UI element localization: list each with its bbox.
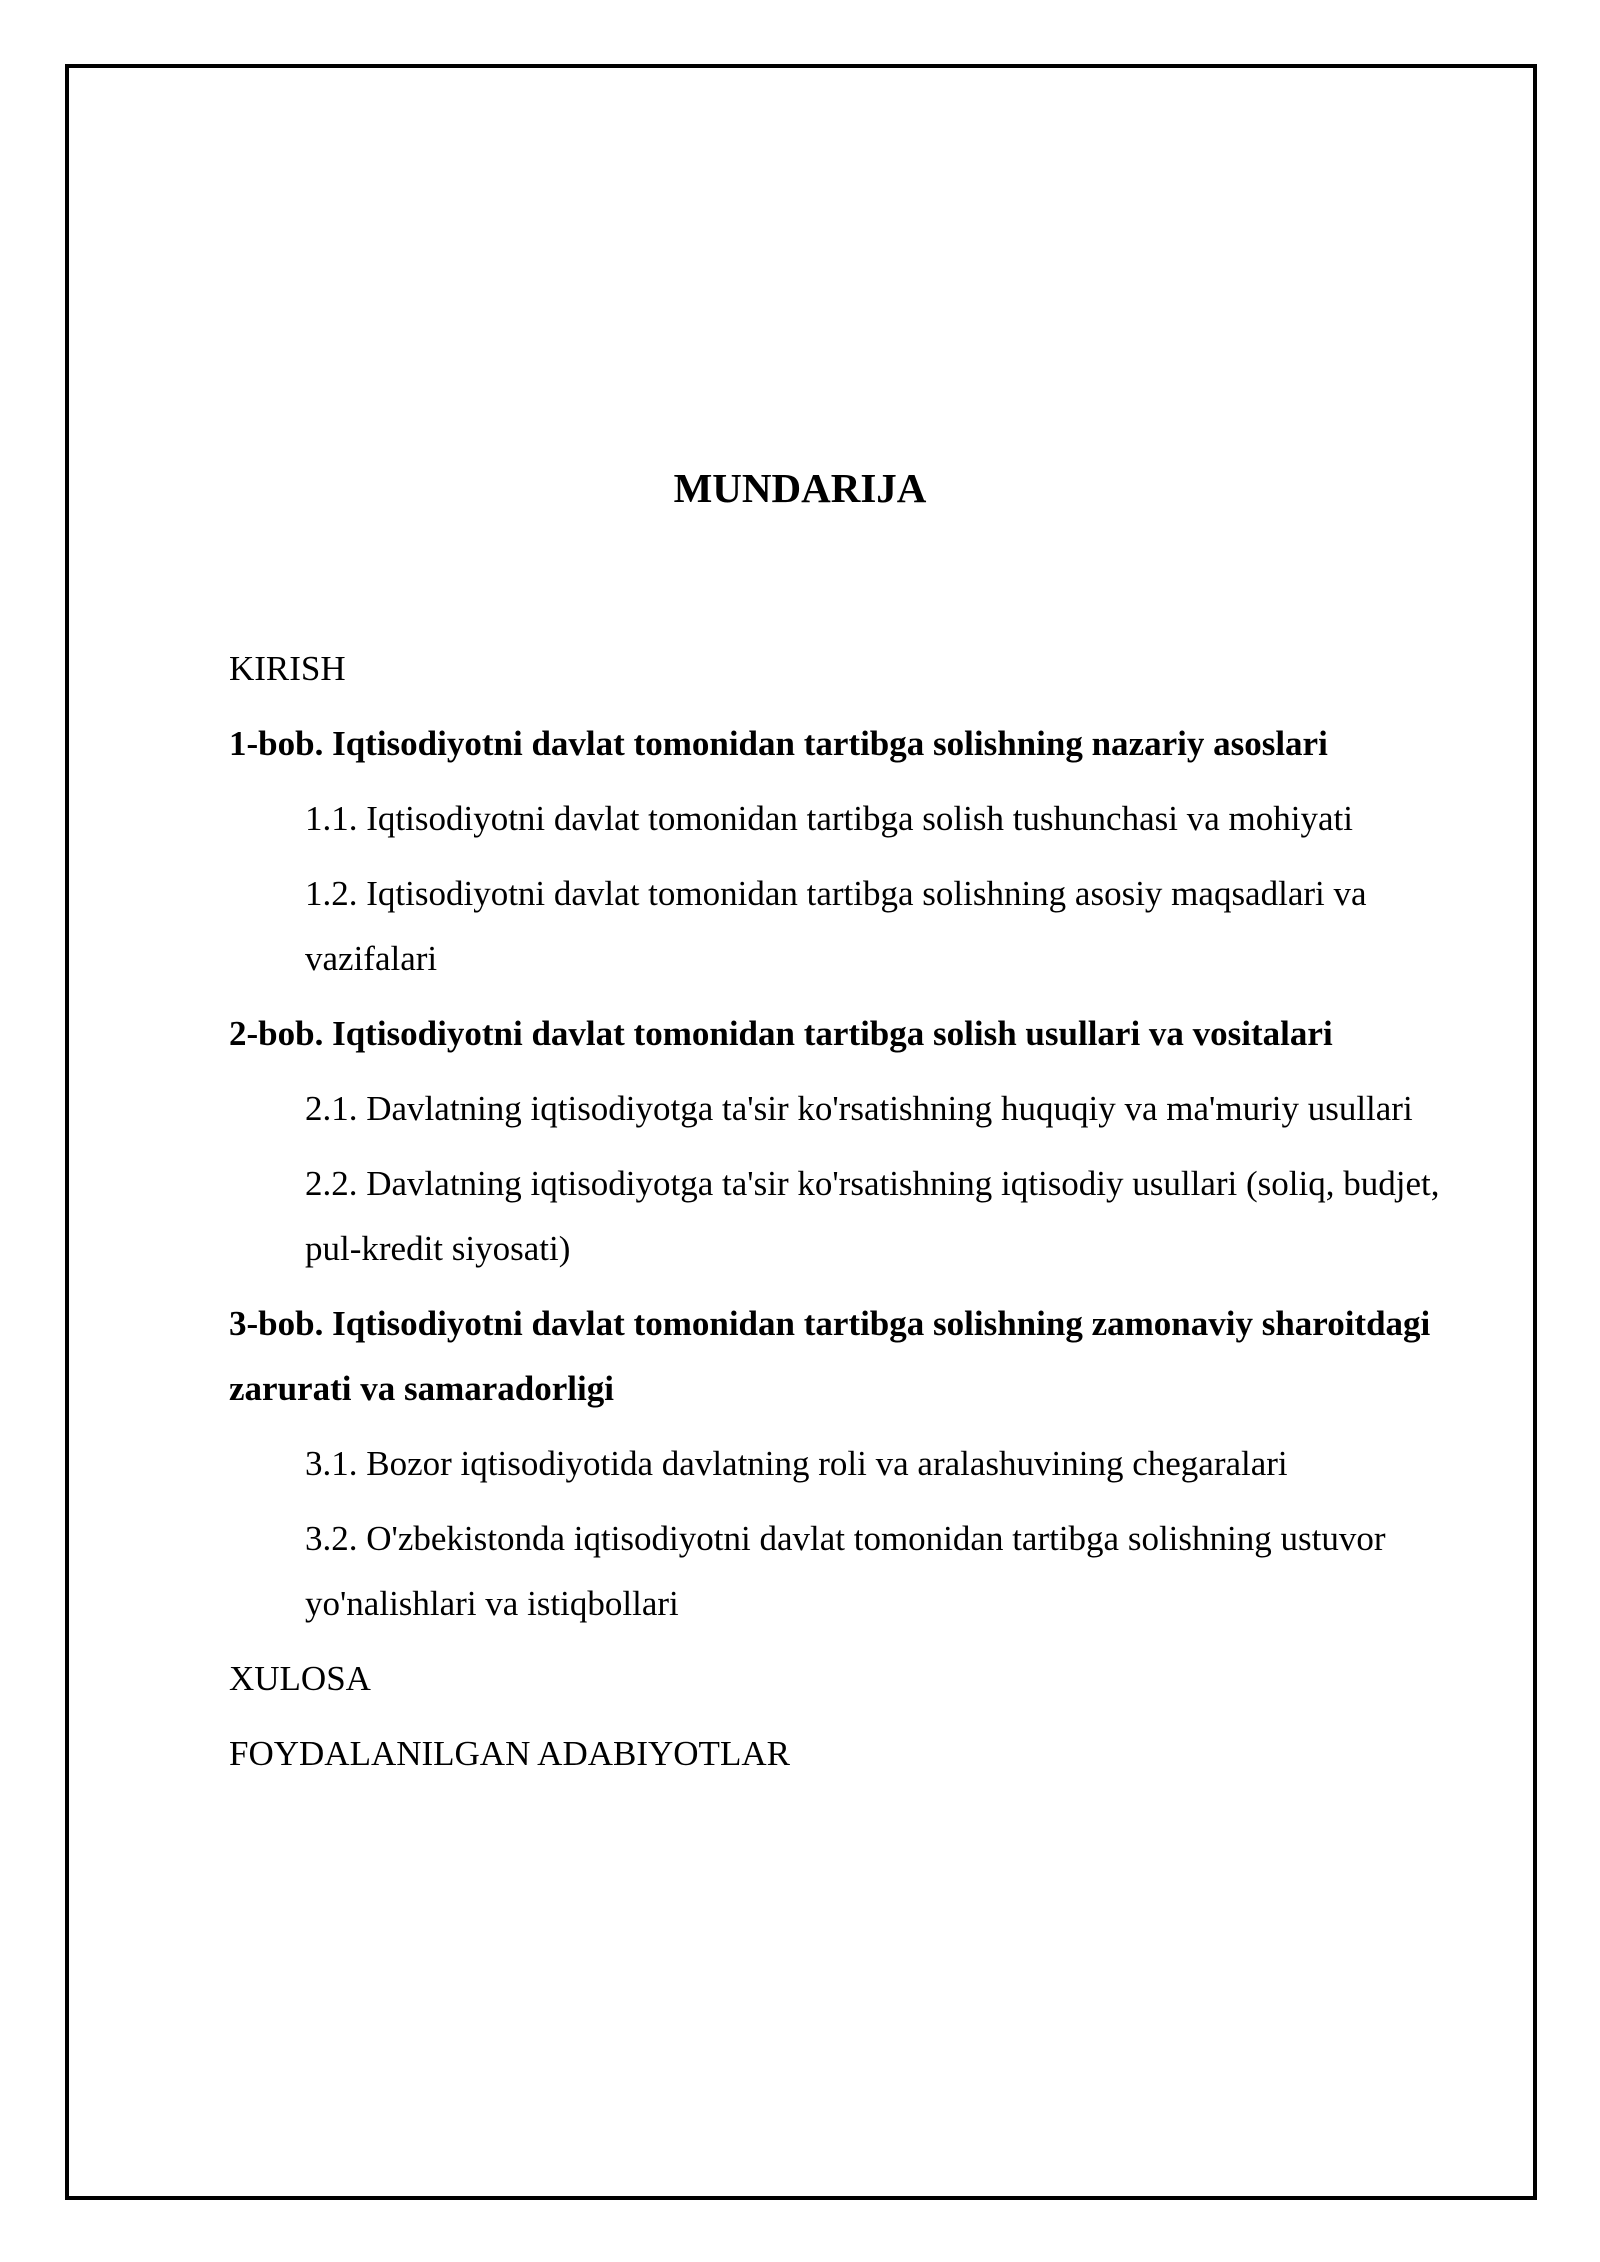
toc-chapter-2: 2-bob. Iqtisodiyotni davlat tomonidan tartibga solish usullari va vositalari	[229, 1014, 1333, 1053]
toc-section-2-1: 2.1. Davlatning iqtisodiyotga ta'sir ko'rsatishning huquqiy va ma'muriy usullari	[305, 1089, 1413, 1128]
toc-entry-references: FOYDALANILGAN ADABIYOTLAR	[229, 1734, 790, 1773]
toc-chapter-1: 1-bob. Iqtisodiyotni davlat tomonidan tartibga solishning nazariy asoslari	[229, 724, 1328, 763]
table-of-contents	[229, 636, 1489, 1796]
toc-section-3-1: 3.1. Bozor iqtisodiyotida davlatning roli va aralashuvining chegaralari	[305, 1444, 1288, 1483]
toc-section-1-1: 1.1. Iqtisodiyotni davlat tomonidan tartibga solish tushunchasi va mohiyati	[305, 799, 1353, 838]
toc-chapter-3: 3-bob. Iqtisodiyotni davlat tomonidan tartibga solishning zamonaviy sharoitdagi zarurati va samaradorligi	[229, 1304, 1431, 1408]
page-title: MUNDARIJA	[673, 465, 927, 511]
toc-entry-conclusion: XULOSA	[229, 1659, 371, 1698]
toc-section-2-2: 2.2. Davlatning iqtisodiyotga ta'sir ko'rsatishning iqtisodiy usullari (soliq, budjet, pul-kredit siyosati)	[305, 1164, 1440, 1268]
toc-section-3-2: 3.2. O'zbekistonda iqtisodiyotni davlat tomonidan tartibga solishning ustuvor yo'nalishlari va istiqbollari	[305, 1519, 1386, 1623]
toc-entry-intro: KIRISH	[229, 649, 346, 688]
toc-section-1-2: 1.2. Iqtisodiyotni davlat tomonidan tartibga solishning asosiy maqsadlari va vazifalari	[305, 874, 1367, 978]
